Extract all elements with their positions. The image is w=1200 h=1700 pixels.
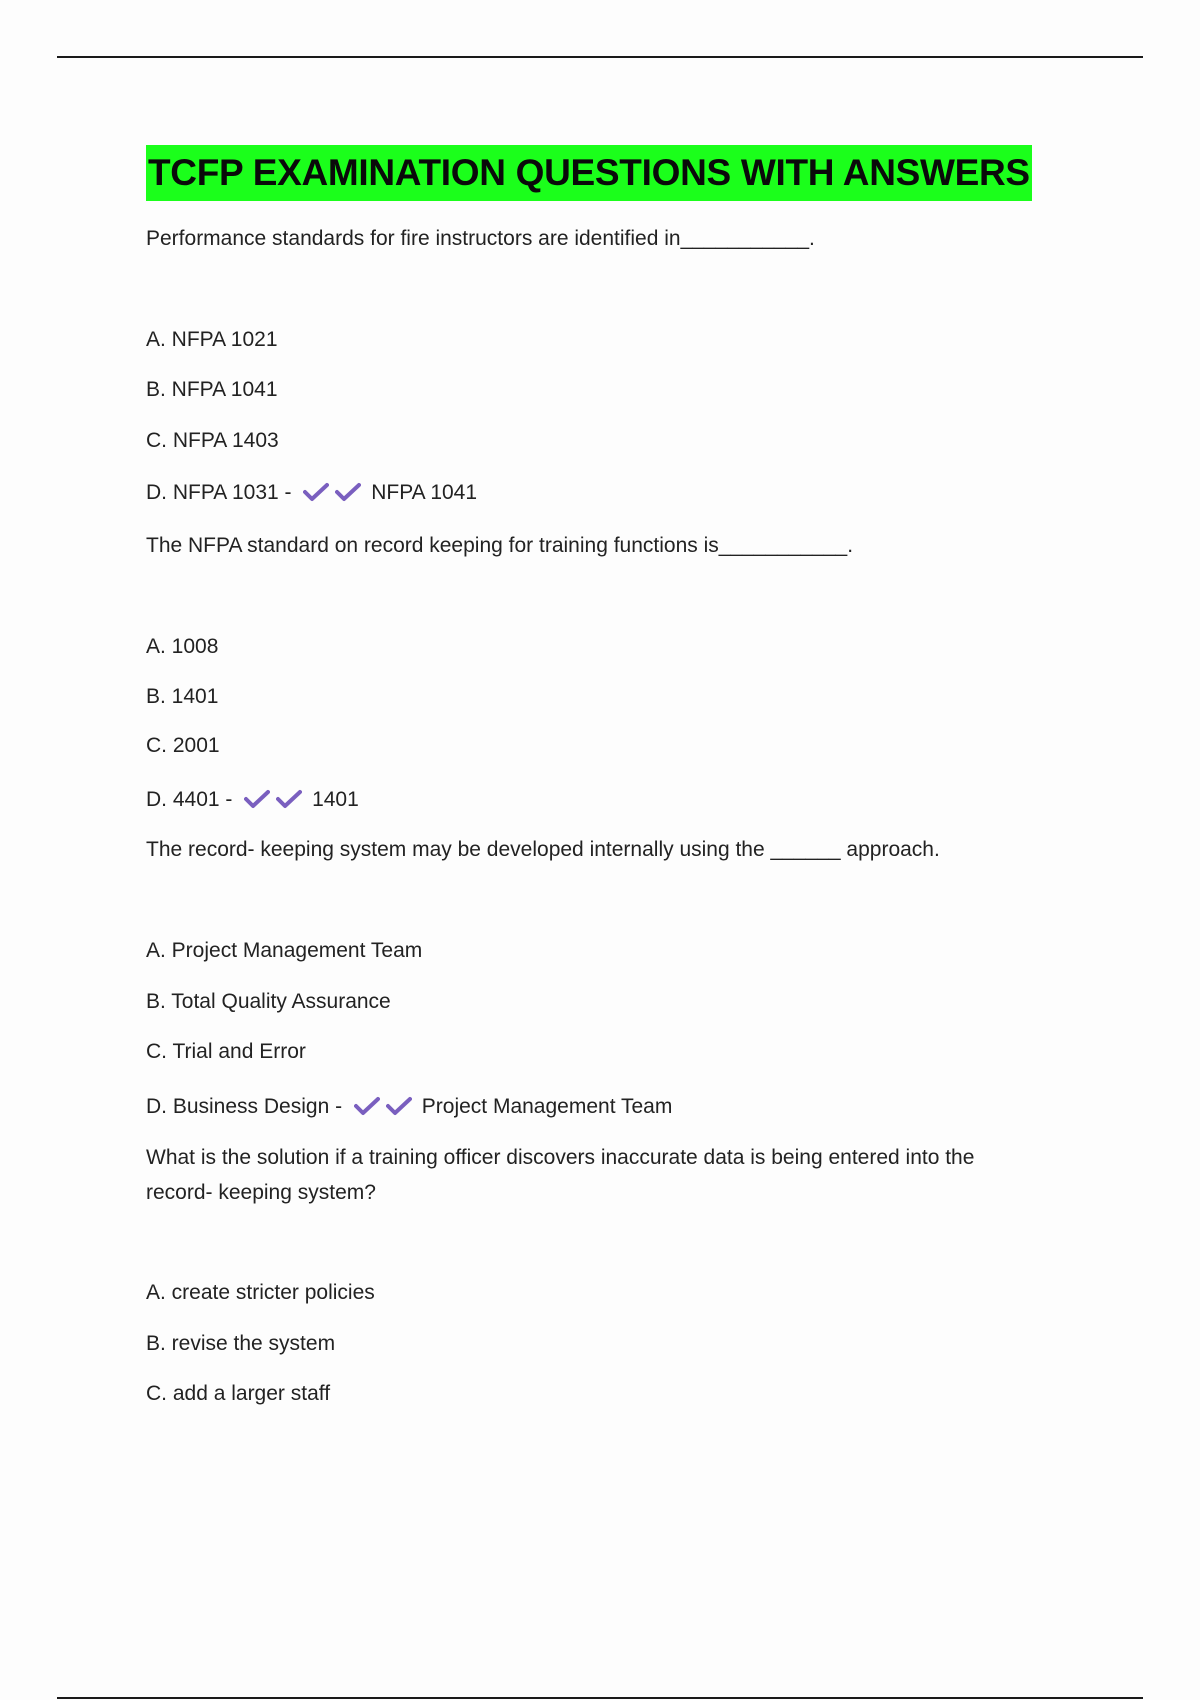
check-icon <box>335 482 361 502</box>
answer-marker <box>244 789 302 809</box>
question-2-option-a: A. 1008 <box>146 635 219 658</box>
question-4-option-c: C. add a larger staff <box>146 1382 331 1405</box>
question-2-prompt: The NFPA standard on record keeping for training functions is___________. <box>146 534 854 557</box>
bottom-rule <box>57 1697 1143 1699</box>
question-3-option-c: C. Trial and Error <box>146 1040 306 1063</box>
question-3-option-d: D. Business Design - <box>146 1095 343 1118</box>
question-2-answer: 1401 <box>312 788 359 811</box>
top-rule <box>57 56 1143 58</box>
check-icon <box>386 1096 412 1116</box>
question-1-option-d-row <box>146 478 477 508</box>
question-1-option-b: B. NFPA 1041 <box>146 378 278 401</box>
check-icon <box>276 789 302 809</box>
question-1-prompt: Performance standards for fire instructors are identified in___________. <box>146 227 815 250</box>
question-4-option-b: B. revise the system <box>146 1332 336 1355</box>
question-3-option-a: A. Project Management Team <box>146 939 423 962</box>
question-1-option-d: D. NFPA 1031 - <box>146 481 292 504</box>
question-2-option-d: D. 4401 - <box>146 788 233 811</box>
question-3-option-b: B. Total Quality Assurance <box>146 990 391 1013</box>
question-2-option-b: B. 1401 <box>146 685 219 708</box>
check-icon <box>303 482 329 502</box>
question-4-prompt: What is the solution if a training officer discovers inaccurate data is being entered into the record- keeping system? <box>146 1146 975 1204</box>
document-title: TCFP EXAMINATION QUESTIONS WITH ANSWERS <box>146 145 1032 201</box>
check-icon <box>354 1096 380 1116</box>
question-3-option-d-row <box>146 1092 672 1122</box>
answer-marker <box>303 482 361 502</box>
question-3-prompt: The record- keeping system may be developed internally using the ______ approach. <box>146 838 940 861</box>
check-icon <box>244 789 270 809</box>
question-1-option-a: A. NFPA 1021 <box>146 328 278 351</box>
answer-marker <box>354 1096 412 1116</box>
question-4-option-a: A. create stricter policies <box>146 1281 375 1304</box>
question-3-answer: Project Management Team <box>421 1095 673 1118</box>
question-1-answer: NFPA 1041 <box>371 481 478 504</box>
question-2-option-c: C. 2001 <box>146 734 220 757</box>
question-1-option-c: C. NFPA 1403 <box>146 429 279 452</box>
question-2-option-d-row <box>146 785 359 815</box>
